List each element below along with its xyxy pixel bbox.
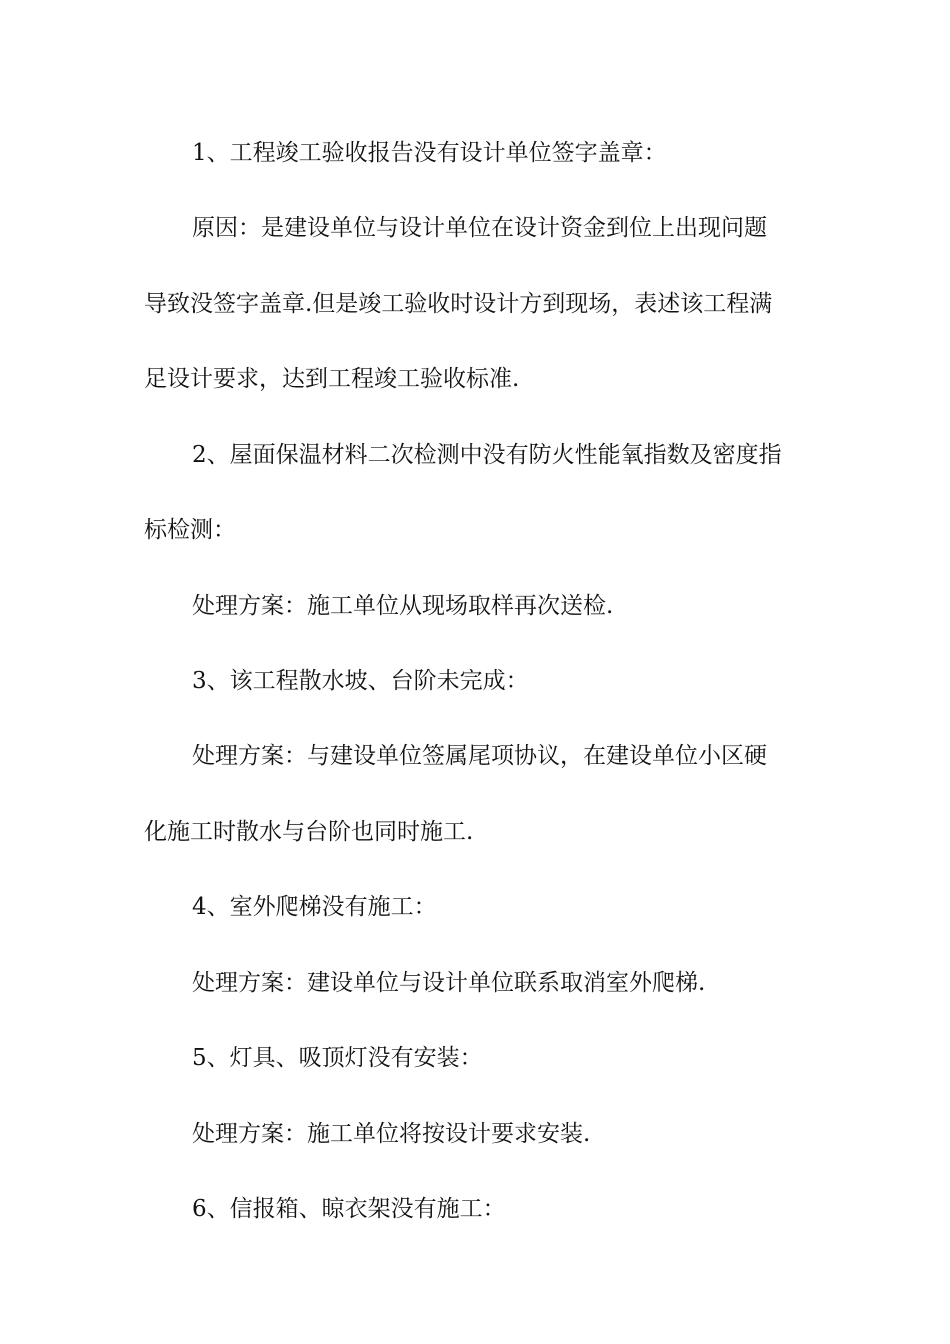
item-5-solution: 处理方案：施工单位将按设计要求安装. (192, 1121, 591, 1147)
item-1-reason-line-3: 足设计要求，达到工程竣工验收标准. (144, 366, 520, 392)
item-3-solution-line-2: 化施工时散水与台阶也同时施工. (144, 819, 474, 845)
item-4-heading: 4、室外爬梯没有施工： (192, 894, 437, 920)
item-6-heading: 6、信报箱、晾衣架没有施工： (192, 1196, 506, 1222)
item-4-solution: 处理方案：建设单位与设计单位联系取消室外爬梯. (192, 970, 706, 996)
item-3-heading: 3、该工程散水坡、台阶未完成： (192, 668, 529, 694)
item-1-heading: 1、工程竣工验收报告没有设计单位签字盖章： (192, 140, 667, 166)
item-3-solution-line-1: 处理方案：与建设单位签属尾项协议，在建设单位小区硬 (192, 743, 767, 769)
item-2-solution: 处理方案：施工单位从现场取样再次送检. (192, 593, 614, 619)
item-1-reason-line-1: 原因：是建设单位与设计单位在设计资金到位上出现问题 (192, 215, 767, 241)
item-2-heading-line-2: 标检测： (144, 517, 236, 543)
item-5-heading: 5、灯具、吸顶灯没有安装： (192, 1045, 483, 1071)
item-1-reason-line-2: 导致没签字盖章.但是竣工验收时设计方到现场，表述该工程满 (144, 291, 773, 317)
item-2-heading-line-1: 2、屋面保温材料二次检测中没有防火性能氧指数及密度指 (192, 442, 782, 468)
